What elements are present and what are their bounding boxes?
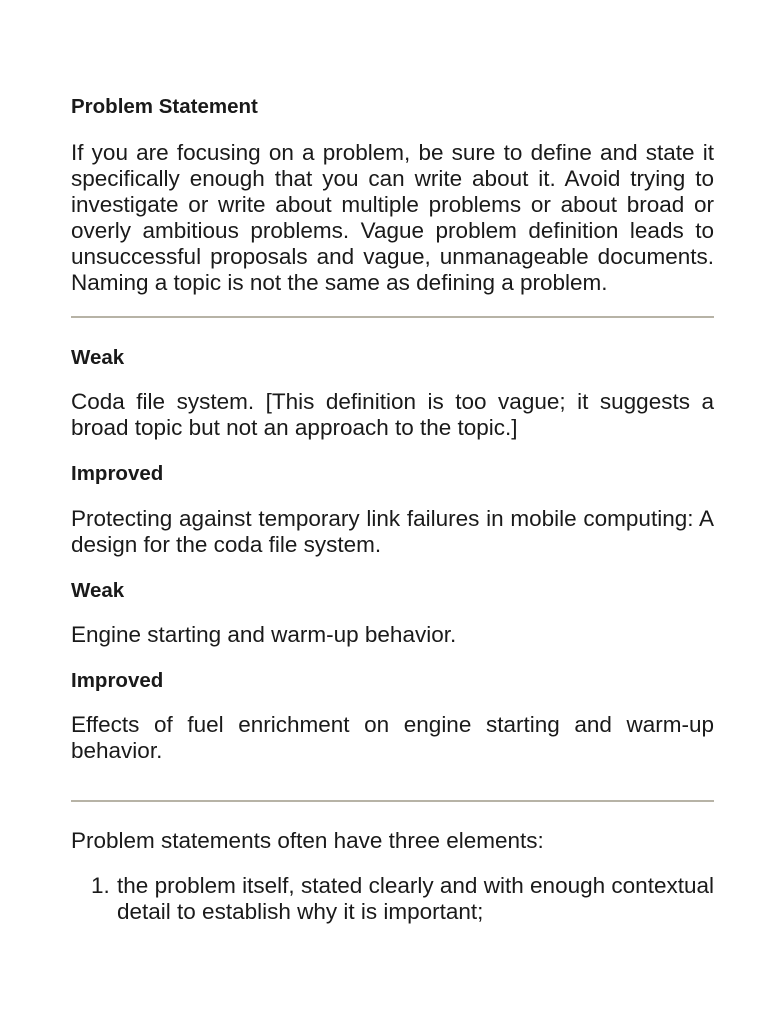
list-item-number: 1.: [91, 873, 110, 898]
example-label-improved-2: Improved: [71, 669, 164, 692]
example-label-improved-1: Improved: [71, 462, 164, 485]
list-item: [71, 873, 714, 925]
section-intro-paragraph: If you are focusing on a problem, be sure to define and state it specifically enough that you can write about it. Avoid trying to investigate or write about multiple problems or about broad or overly ambitious problems. Vague problem definition leads to unsuccessful proposals and vague, unmanageable documents. Naming a topic is not the same as defining a problem.: [71, 140, 714, 295]
section-title: Problem Statement: [71, 95, 258, 118]
section-divider-top: [71, 316, 714, 318]
example-text-improved-2: Effects of fuel enrichment on engine starting and warm-up behavior.: [71, 712, 714, 763]
example-label-weak-1: Weak: [71, 346, 125, 369]
elements-intro: Problem statements often have three elements:: [71, 828, 544, 853]
section-divider-bottom: [71, 800, 714, 802]
elements-list: [71, 873, 714, 925]
example-text-improved-1: Protecting against temporary link failures in mobile computing: A design for the coda file system.: [71, 506, 714, 557]
example-label-weak-2: Weak: [71, 579, 125, 602]
list-item-text: the problem itself, stated clearly and with enough contextual detail to establish why it is important;: [117, 873, 714, 924]
example-text-weak-1: Coda file system. [This definition is too vague; it suggests a broad topic but not an approach to the topic.]: [71, 389, 714, 440]
example-text-weak-2: Engine starting and warm-up behavior.: [71, 622, 457, 647]
